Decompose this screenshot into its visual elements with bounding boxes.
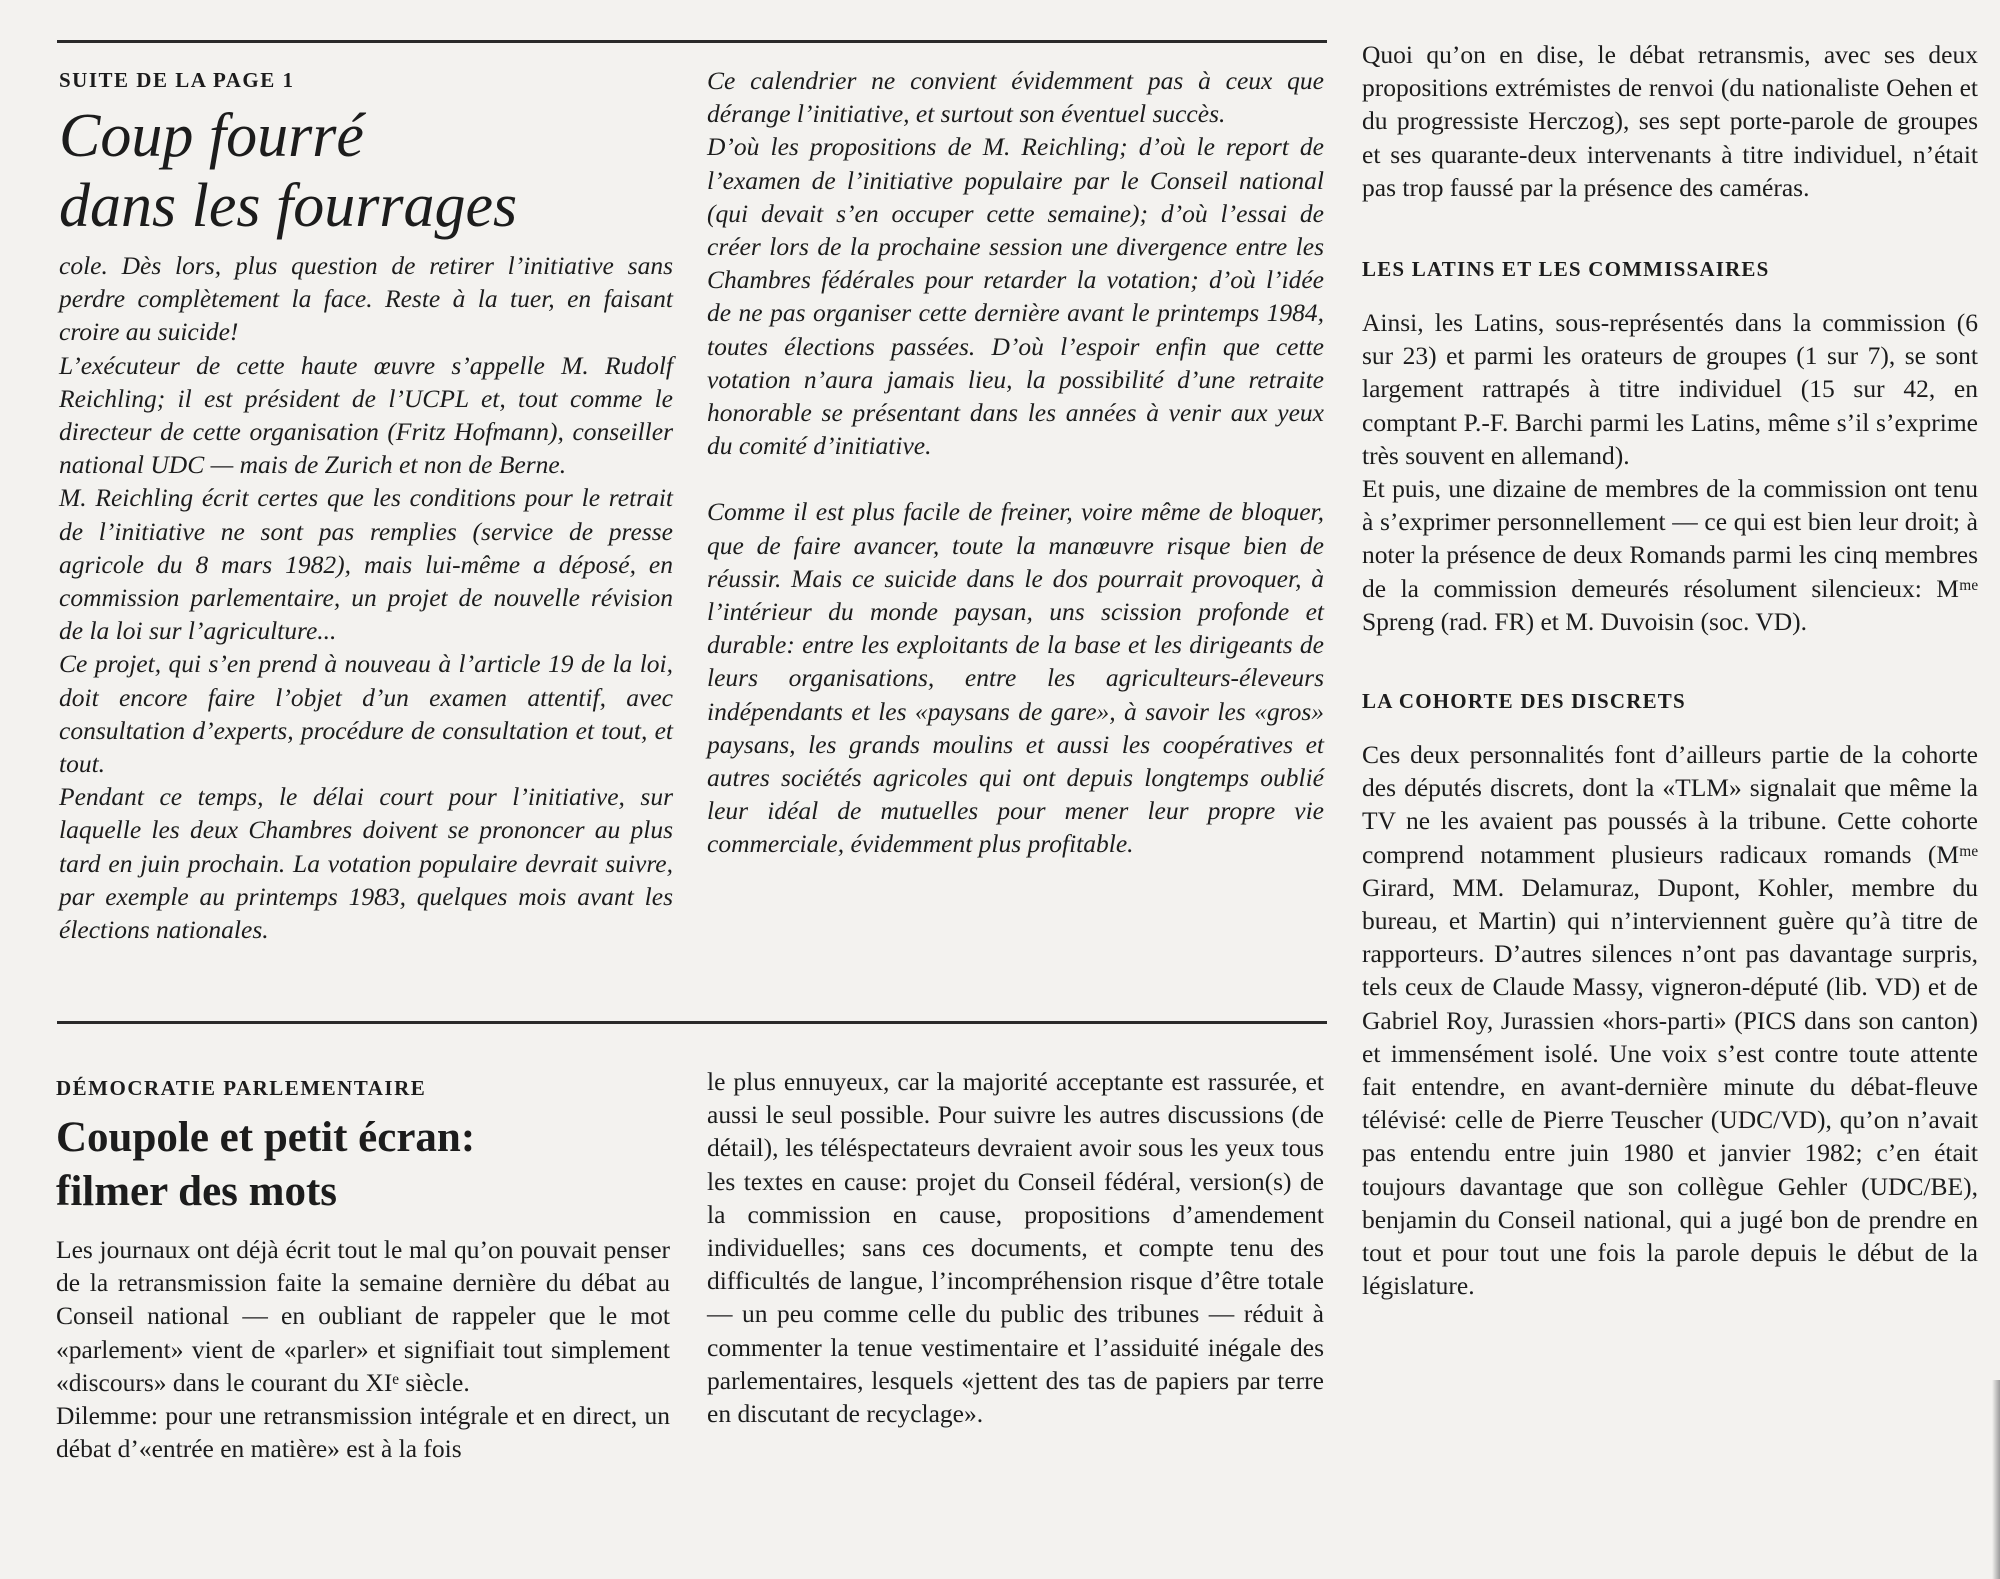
article1-paragraph: cole. Dès lors, plus question de retirer l’initiative sans perdre complètement la face. Reste à la tuer, en faisant croire au suicide! xyxy=(59,251,673,347)
article1-title-line1: Coup fourré xyxy=(59,102,364,170)
section-heading-discrets: LA COHORTE DES DISCRETS xyxy=(1362,689,1686,714)
article2-paragraph: Les journaux ont déjà écrit tout le mal qu’on pouvait penser de la retransmission faite la semaine dernière du débat au Conseil national — en oubliant de rappeler que le mot «parlement» vient de «parler» et signifiait tout simplement «discours» dans le courant du XIᵉ siècle. xyxy=(56,1235,670,1397)
article2-intro: Quoi qu’on en dise, le débat retransmis, avec ses deux propositions extrémistes de renvoi (du nationaliste Oehen et du progressiste Herczog), ses sept porte-parole de groupes et ses quarante-deux intervenants à titre individuel, n’était pas trop faussé par la présence des caméras. xyxy=(1362,40,1978,202)
article2-paragraph: Ainsi, les Latins, sous-représentés dans la commission (6 sur 23) et parmi les orateurs de groupes (1 sur 7), se sont largement rattrapés à titre individuel (15 sur 42, en comptant P.-F. Barchi parmi les Latins, même s’il s’exprime très souvent en allemand). xyxy=(1362,308,1978,470)
article1-paragraph: Ce calendrier ne convient évidemment pas à ceux que dérange l’initiative, et surtout son éventuel succès. xyxy=(707,66,1324,129)
middle-rule xyxy=(57,1021,1327,1024)
article2-title-line2: filmer des mots xyxy=(56,1168,338,1215)
article1-paragraph: Pendant ce temps, le délai court pour l’initiative, sur laquelle les deux Chambres doivent se prononcer au plus tard en juin prochain. La votation populaire devrait suivre, par exemple au printemps 1983, quelques mois avant les élections nationales. xyxy=(59,782,673,945)
top-rule xyxy=(57,40,1327,43)
article1-paragraph: M. Reichling écrit certes que les conditions pour le retrait de l’initiative ne sont pas remplies (service de presse agricole du 8 mars 1982), mais lui-même a déposé, en commission parlementaire, un projet de nouvelle révision de la loi sur l’agriculture... xyxy=(59,483,673,646)
article1-title-line2: dans les fourrages xyxy=(59,172,518,240)
article2-paragraph: le plus ennuyeux, car la majorité acceptante est rassurée, et aussi le seul possible. Pour suivre les autres discussions (de détail), les téléspectateurs devraient avoir sous les yeux tous les textes en cause: projet du Conseil fédéral, version(s) de la commission en cause, propositions d’amendement individuelles; sans ces documents, et compte tenu des difficultés de langue, l’incompréhension risque d’être totale — un peu comme celle du public des tribunes — réduit à commenter la tenue vestimentaire et l’assiduité inégale des parlementaires, lesquels «jettent des tas de papiers par terre en discutant de recyclage». xyxy=(707,1067,1324,1429)
article2-column2 xyxy=(707,1065,1324,1430)
article1-paragraph: Ce projet, qui s’en prend à nouveau à l’article 19 de la loi, doit encore faire l’objet d’un examen attentif, avec consultation d’experts, procédure de consultation et tout, et tout. xyxy=(59,649,673,779)
article2-paragraph: Dilemme: pour une retransmission intégrale et en direct, un débat d’«entrée en matière» est à la fois xyxy=(56,1401,670,1464)
article1-kicker: SUITE DE LA PAGE 1 xyxy=(59,68,295,92)
article1-column1 xyxy=(59,65,673,946)
page-edge-shadow xyxy=(1992,1380,2000,1579)
article2-column3 xyxy=(1362,38,1978,1303)
article1-paragraph: Comme il est plus facile de freiner, voire même de bloquer, que de faire avancer, toute la manœuvre risque bien de réussir. Mais ce suicide dans le dos pourrait provoquer, à l’intérieur du monde paysan, uns scission profonde et durable: entre les exploitants de la base et les dirigeants de leurs organisations, entre les agriculteurs-éleveurs indépendants et les «paysans de gare», à savoir les «gros» paysans, les grands moulins et aussi les coopératives et autres sociétés agricoles qui ont depuis longtemps oublié leur idéal de mutuelles pour mener leur propre vie commerciale, évidemment plus profitable. xyxy=(707,497,1324,859)
article1-paragraph: D’où les propositions de M. Reichling; d’où le report de l’examen de l’initiative populaire par le Conseil national (qui devait s’en occuper cette semaine); d’où l’essai de créer lors de la prochaine session une divergence entre les Chambres fédérales pour retarder la votation; d’où l’idée de ne pas organiser cette dernière avant le printemps 1984, toutes élections passées. D’où l’espoir enfin que cette votation n’aura jamais lieu, la possibilité d’une retraite honorable se présentant dans les années à venir aux yeux du comité d’initiative. xyxy=(707,132,1324,461)
section-heading-latins: LES LATINS ET LES COMMISSAIRES xyxy=(1362,257,1770,282)
article2-paragraph: Ces deux personnalités font d’ailleurs partie de la cohorte des députés discrets, dont la «TLM» signalait que même la TV ne les avaient pas poussés à la tribune. Cette cohorte comprend notamment plusieurs radicaux romands (Mᵐᵉ Girard, MM. Delamuraz, Dupont, Kohler, membre du bureau, et Martin) qui n’interviennent guère qu’à titre de rapporteurs. D’autres silences n’ont pas davantage surpris, tels ceux de Claude Massy, vigneron-député (lib. VD) et de Gabriel Roy, Jurassien «hors-parti» (PICS dans son canton) et immensément isolé. Une voix s’est contre toute attente fait entendre, en avant-dernière minute du débat-fleuve télévisé: celle de Pierre Teuscher (UDC/VD), qu’on n’avait pas entendu entre juin 1980 et janvier 1982; c’en était toujours davantage que son collègue Gehler (UDC/BE), benjamin du Conseil national, qui a jugé bon de prendre en tout et pour tout une fois la parole depuis le début de la législature. xyxy=(1362,740,1978,1301)
article1-column2 xyxy=(707,64,1324,861)
article2-title-line1: Coupole et petit écran: xyxy=(56,1114,476,1161)
article2-paragraph: Et puis, une dizaine de membres de la commission ont tenu à s’exprimer personnellement — ce qui est bien leur droit; à noter la présence de deux Romands parmi les cinq membres de la commission demeurés résolument silencieux: Mᵐᵉ Spreng (rad. FR) et M. Duvoisin (soc. VD). xyxy=(1362,474,1978,636)
article1-paragraph: L’exécuteur de cette haute œuvre s’appelle M. Rudolf Reichling; il est président de l’UCPL et, tout comme le directeur de cette organisation (Fritz Hofmann), conseiller national UDC — mais de Zurich et non de Berne. xyxy=(59,350,673,480)
article2-kicker: DÉMOCRATIE PARLEMENTAIRE xyxy=(56,1076,427,1100)
article2-column1 xyxy=(56,1073,670,1465)
